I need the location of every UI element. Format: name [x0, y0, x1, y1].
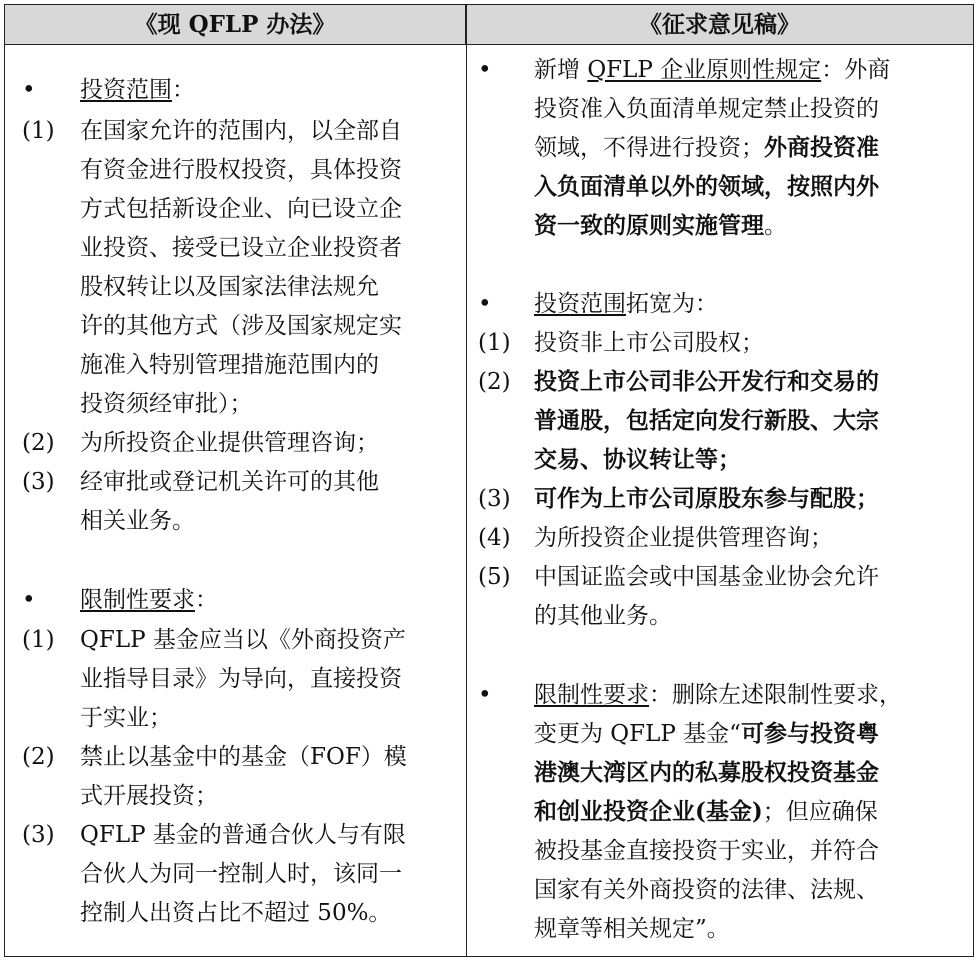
- right-restrict-line: 规章等相关规定”。: [534, 916, 730, 942]
- list-line: 为所投资企业提供管理咨询；: [534, 525, 833, 551]
- right-restrict-heading: 限制性要求：删除左述限制性要求，: [534, 682, 902, 708]
- list-line: 交易、协议转让等；: [534, 446, 741, 473]
- list-line: 普通股，包括定向发行新股、大宗: [534, 407, 879, 434]
- list-line: 合伙人为同一控制人时，该同一: [80, 861, 402, 887]
- list-line: QFLP 基金应当以《外商投资产: [80, 627, 406, 653]
- column-divider: [466, 5, 467, 956]
- list-number: (3): [478, 486, 511, 512]
- list-line: 中国证监会或中国基金业协会允许: [534, 564, 879, 590]
- list-line: 业指导目录》为导向，直接投资: [80, 666, 402, 692]
- list-number: (1): [22, 627, 55, 653]
- list-line: 方式包括新设企业、向已设立企: [80, 196, 402, 222]
- list-line: 许的其他方式（涉及国家规定实: [80, 313, 402, 339]
- list-line: 的其他业务。: [534, 603, 672, 629]
- list-line: 投资非上市公司股权；: [534, 330, 764, 356]
- list-number: (3): [22, 822, 55, 848]
- bullet: •: [478, 682, 492, 708]
- right-column-header: 《征求意见稿》: [466, 5, 973, 45]
- list-line: 式开展投资；: [80, 783, 218, 809]
- list-number: (1): [478, 330, 511, 356]
- list-line: QFLP 基金的普通合伙人与有限: [80, 822, 406, 848]
- list-line: 有资金进行股权投资，具体投资: [80, 157, 402, 183]
- list-line: 投资须经审批）；: [80, 391, 253, 417]
- list-number: (2): [22, 430, 55, 456]
- list-line: 控制人出资占比不超过 50%。: [80, 900, 392, 926]
- list-line: 于实业；: [80, 705, 172, 731]
- list-number: (5): [478, 564, 511, 590]
- bullet: •: [22, 587, 36, 613]
- right-restrict-line: 被投基金直接投资于实业，并符合: [534, 838, 879, 864]
- right-restrict-line: 和创业投资企业(基金)；但应确保: [534, 798, 878, 825]
- list-number: (2): [22, 744, 55, 770]
- list-line: 业投资、接受已设立企业投资者: [80, 235, 402, 261]
- list-line: 可作为上市公司原股东参与配股；: [534, 485, 879, 512]
- right-p1-line: 新增 QFLP 企业原则性规定：外商: [534, 57, 891, 83]
- list-line: 施准入特别管理措施范围内的: [80, 352, 379, 378]
- list-number: (2): [478, 369, 511, 395]
- list-number: (1): [22, 118, 55, 144]
- list-line: 为所投资企业提供管理咨询；: [80, 430, 379, 456]
- right-restrict-line: 变更为 QFLP 基金“可参与投资粤: [534, 720, 879, 747]
- list-line: 相关业务。: [80, 508, 195, 534]
- list-line: 投资上市公司非公开发行和交易的: [534, 368, 879, 395]
- right-restrict-line: 国家有关外商投资的法律、法规、: [534, 877, 879, 903]
- bullet: •: [478, 291, 492, 317]
- right-p1-line: 资一致的原则实施管理。: [534, 212, 787, 239]
- right-p1-line: 投资准入负面清单规定禁止投资的: [534, 96, 879, 122]
- right-scope-heading: 投资范围拓宽为：: [534, 291, 718, 317]
- list-number: (3): [22, 469, 55, 495]
- list-line: 经审批或登记机关许可的其他: [80, 469, 379, 495]
- right-restrict-line: 港澳大湾区内的私募股权投资基金: [534, 759, 879, 786]
- list-line: 在国家允许的范围内，以全部自: [80, 118, 402, 144]
- right-p1-line: 入负面清单以外的领域，按照内外: [534, 173, 879, 200]
- bullet: •: [478, 57, 492, 83]
- list-number: (4): [478, 525, 511, 551]
- left-scope-heading: 投资范围：: [80, 77, 195, 103]
- left-column-header: 《现 QFLP 办法》: [5, 5, 466, 45]
- list-line: 禁止以基金中的基金（FOF）模: [80, 744, 407, 770]
- bullet: •: [22, 77, 36, 103]
- right-p1-line: 领域，不得进行投资；外商投资准: [534, 134, 879, 161]
- left-restrict-heading: 限制性要求：: [80, 587, 218, 613]
- list-line: 股权转让以及国家法律法规允: [80, 274, 379, 300]
